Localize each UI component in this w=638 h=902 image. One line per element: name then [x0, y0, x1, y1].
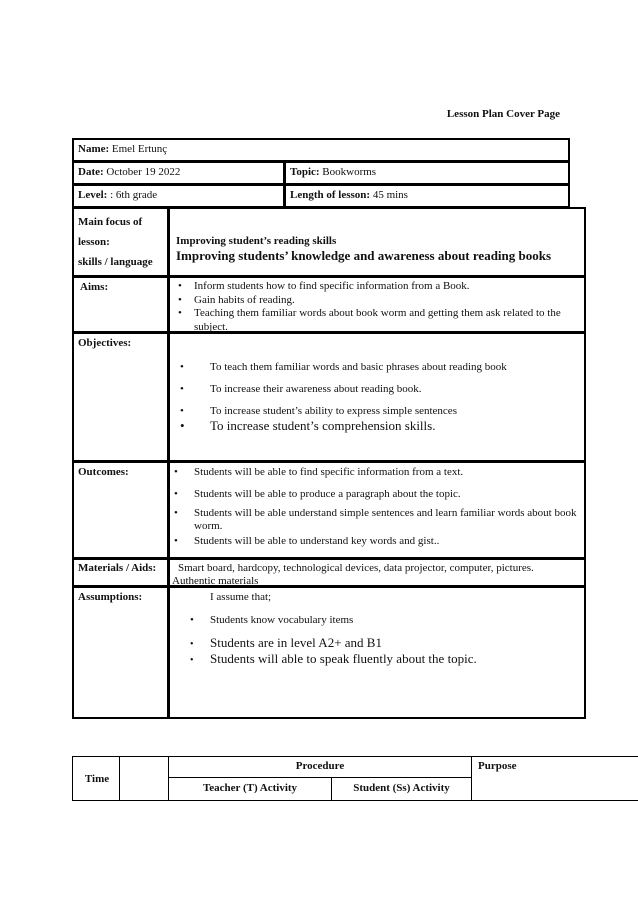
blank-header-cell	[119, 756, 169, 801]
teacher-activity-header-cell	[168, 777, 332, 801]
student-activity-header: Student (Ss) Activity	[353, 782, 450, 794]
time-header-cell	[72, 756, 120, 801]
bullet-icon: •	[180, 405, 184, 417]
aims-label-cell	[72, 276, 169, 333]
list-item: • Students will be able understand simple sentences and learn familiar words about book worm.	[174, 507, 577, 532]
focus-content-cell	[168, 207, 586, 277]
bullet-icon: •	[174, 466, 178, 478]
objectives-content-cell	[168, 332, 586, 462]
bullet-icon: •	[174, 535, 178, 547]
list-item: • Gain habits of reading.	[178, 293, 295, 306]
list-item: • To increase student’s ability to express simple sentences	[180, 405, 457, 417]
list-item: • Students will able to speak fluently about the topic.	[190, 651, 477, 666]
bullet-icon: •	[178, 293, 182, 306]
list-item: • Students know vocabulary items	[190, 614, 354, 626]
aims-list	[174, 280, 580, 334]
length-label: Length of lesson:	[290, 189, 371, 201]
list-item: • To teach them familiar words and basic phrases about reading book	[180, 361, 507, 373]
level-cell	[72, 184, 285, 208]
topic-value: Bookworms	[322, 166, 377, 178]
bullet-icon: •	[174, 488, 178, 500]
purpose-header: Purpose	[478, 760, 517, 772]
assumptions-label: Assumptions:	[78, 591, 143, 603]
outcomes-content-cell	[168, 461, 586, 559]
objectives-label-cell	[72, 332, 169, 462]
bullet-icon: •	[180, 361, 184, 373]
list-item: • To increase their awareness about reading book.	[180, 383, 422, 395]
list-item: • Inform students how to find specific information from a Book.	[178, 280, 470, 292]
list-item: • Students will be able to find specific information from a text.	[174, 466, 464, 478]
focus-label-line-1: Main focus of	[78, 216, 143, 228]
focus-label-line-3: skills / language	[78, 256, 153, 268]
materials-label-cell	[72, 558, 169, 587]
materials-line-1: Smart board, hardcopy, technological devices, data projector, computer, pictures.	[178, 562, 534, 574]
bullet-icon: •	[180, 383, 184, 395]
list-item: • Teaching them familiar words about book worm and getting them ask related to the subject.	[178, 307, 561, 333]
list-item: • Students will be able to understand key words and gist..	[174, 535, 440, 547]
time-header: Time	[84, 773, 110, 785]
objectives-label: Objectives:	[78, 337, 132, 349]
bullet-icon: •	[190, 614, 194, 626]
length-cell	[284, 184, 570, 208]
materials-content-cell	[168, 558, 586, 587]
aims-content-cell	[168, 276, 586, 333]
date-cell	[72, 161, 285, 185]
assumptions-label-cell	[72, 586, 169, 719]
outcomes-label: Outcomes:	[78, 466, 129, 478]
list-item: • To increase student’s comprehension skills.	[180, 418, 436, 433]
topic-label: Topic:	[290, 166, 320, 178]
level-value: : 6th grade	[110, 189, 158, 201]
document-title: Lesson Plan Cover Page	[446, 108, 560, 120]
aims-label: Aims:	[80, 281, 109, 293]
focus-line-1: Improving student’s reading skills	[176, 235, 337, 247]
length-value: 45 mins	[372, 189, 408, 201]
list-item: • Students are in level A2+ and B1	[190, 635, 382, 650]
outcomes-label-cell	[72, 461, 169, 559]
bullet-icon: •	[174, 507, 178, 519]
name-label: Name:	[78, 143, 110, 155]
purpose-header-cell	[471, 756, 638, 801]
procedure-header-cell	[168, 756, 472, 778]
list-item: • Students will be able to produce a paragraph about the topic.	[174, 488, 461, 500]
bullet-icon: •	[178, 280, 182, 292]
student-activity-header-cell	[331, 777, 472, 801]
bullet-icon: •	[190, 639, 194, 650]
topic-cell	[284, 161, 570, 185]
materials-line-2: Authentic materials	[172, 575, 259, 587]
level-label: Level:	[78, 189, 108, 201]
focus-label-line-2: lesson:	[78, 236, 110, 248]
name-value: Emel Ertunç	[111, 143, 168, 155]
date-value: October 19 2022	[106, 166, 181, 178]
name-row	[72, 138, 570, 162]
bullet-icon: •	[180, 418, 185, 433]
bullet-icon: •	[190, 655, 194, 666]
date-label: Date:	[78, 166, 104, 178]
focus-line-2: Improving students’ knowledge and awareness about reading books	[176, 248, 552, 263]
bullet-icon: •	[178, 307, 182, 319]
teacher-activity-header: Teacher (T) Activity	[202, 782, 298, 794]
procedure-header: Procedure	[295, 760, 345, 772]
assumptions-content-cell	[168, 586, 586, 719]
materials-label: Materials / Aids:	[78, 562, 157, 574]
focus-label-cell	[72, 207, 169, 277]
assumptions-intro: I assume that;	[210, 591, 272, 603]
